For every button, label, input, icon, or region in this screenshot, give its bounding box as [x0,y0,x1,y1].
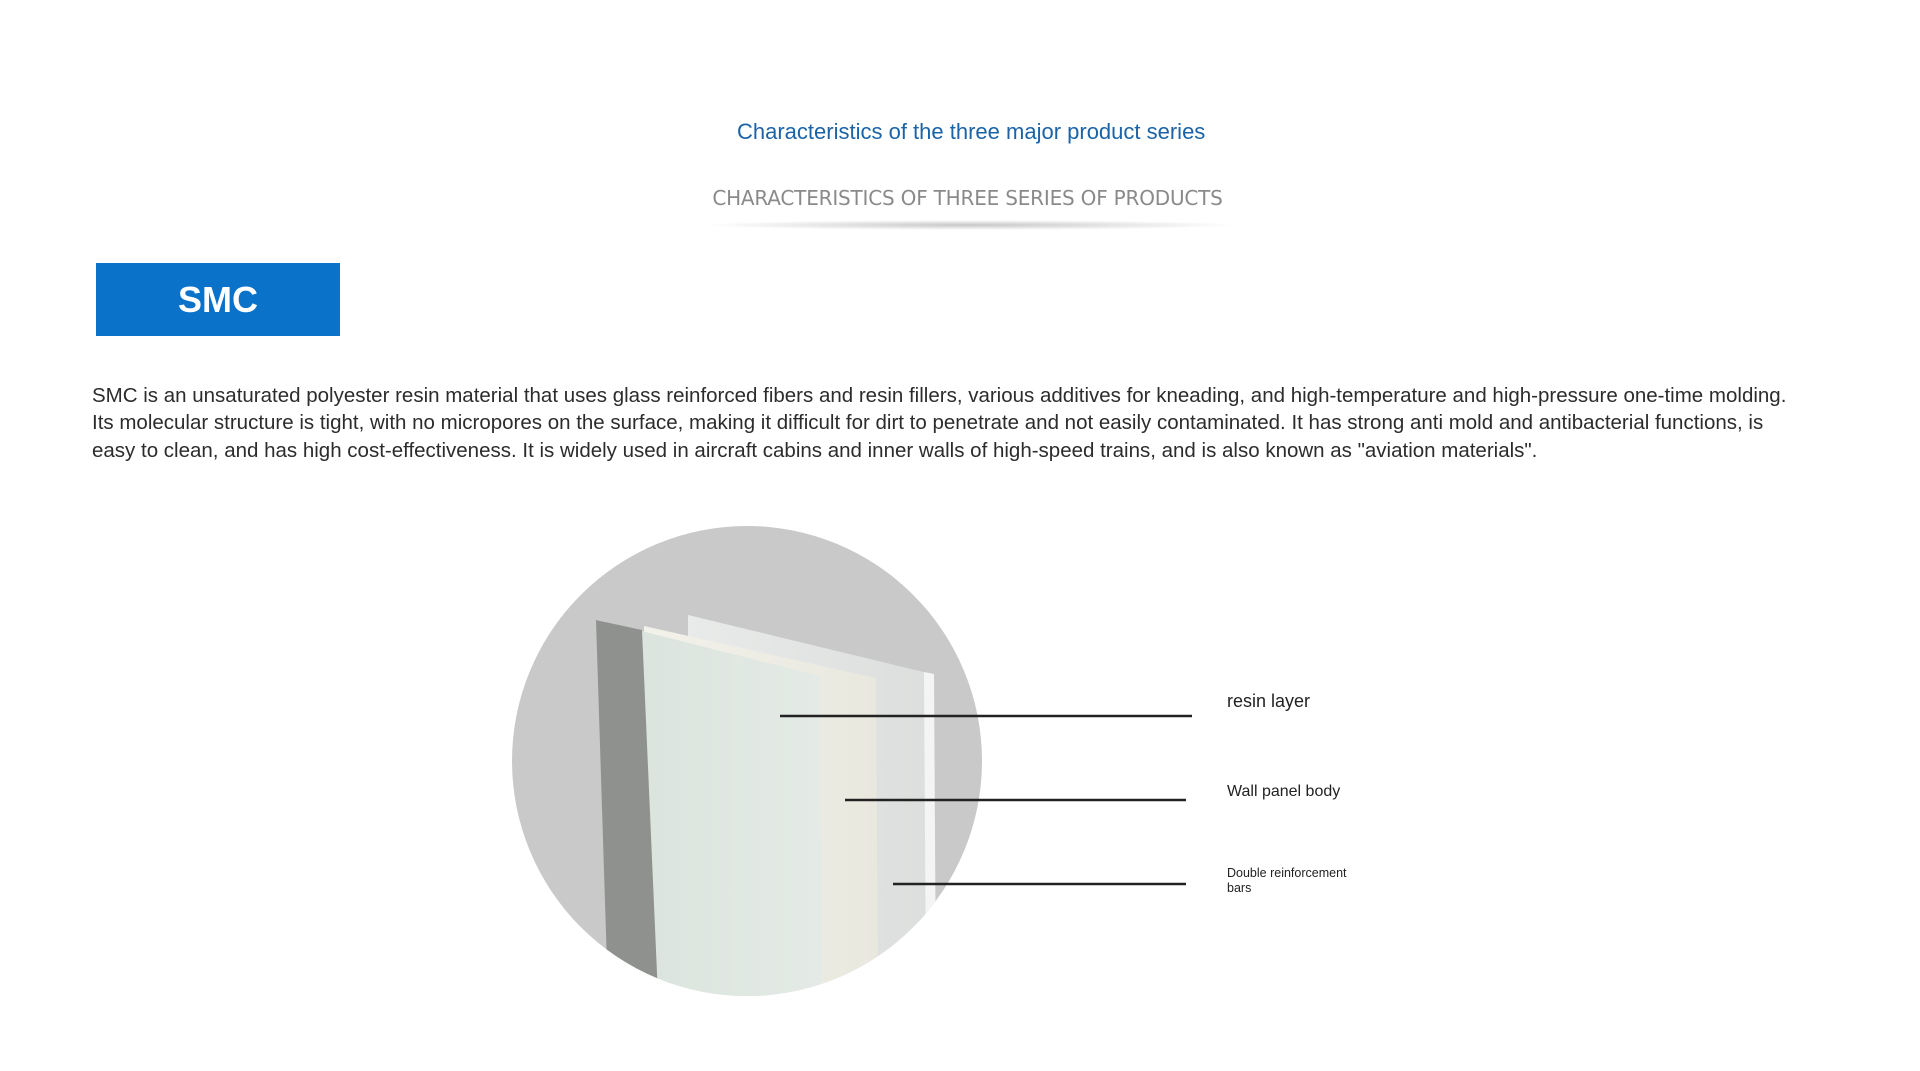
title-underline-shadow [700,220,1240,230]
label-wall-panel-body: Wall panel body [1227,783,1341,800]
section-title: Characteristics of the three major product series [737,119,1206,144]
smc-badge: SMC [96,263,340,336]
material-layers-illustration [512,526,982,996]
label-double-reinforcement: Double reinforcement bars [1227,866,1347,895]
section-subtitle: CHARACTERISTICS OF THREE SERIES OF PRODUCTS [712,186,1223,210]
label-resin-layer: resin layer [1227,691,1311,711]
panel-layers-graphic [512,526,982,996]
smc-description: SMC is an unsaturated polyester resin material that uses glass reinforced fibers and resin fillers, various additives for kneading, and high-temperature and high-pressure one-time molding. Its molecular structure is tight, with no micropores on the surface, making it difficult for dirt to penetrate and not easily contaminated. It has strong anti mold and antibacterial functions, is easy to clean, and has high cost-effectiveness. It is widely used in aircraft cabins and inner walls of high-speed trains, and is also known as "aviation materials". [92,384,1787,462]
